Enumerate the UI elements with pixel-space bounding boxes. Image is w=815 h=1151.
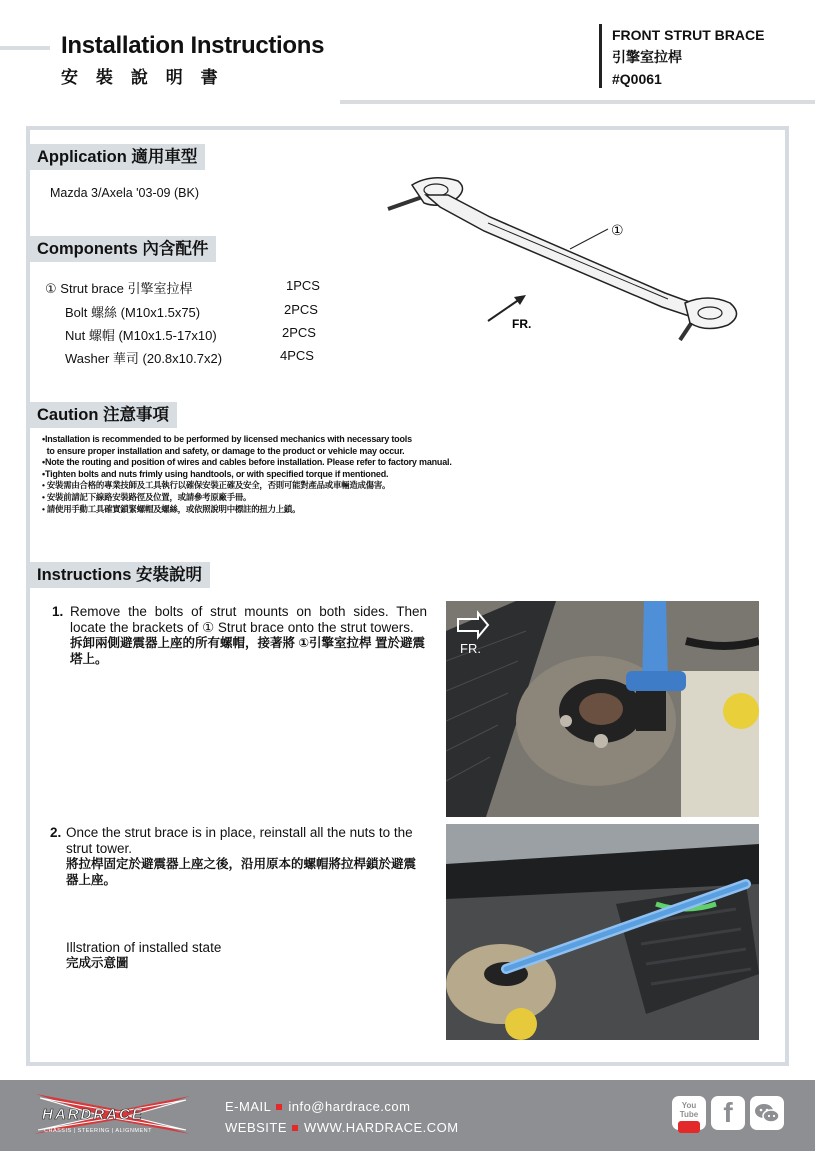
logo-tagline: CHASSIS | STEERING | ALIGNMENT [44, 1128, 153, 1134]
caution-list [42, 434, 452, 515]
illustration-caption-en: Illstration of installed state [66, 940, 222, 955]
email-link[interactable]: info@hardrace.com [288, 1099, 411, 1114]
photo-installed-state [446, 824, 759, 1040]
product-name-zh: 引擎室拉桿 [612, 49, 682, 65]
component-num: ① [45, 281, 57, 296]
caution-line: • 請使用手動工具確實鎖緊螺帽及螺絲，或依照說明中標註的扭力上鎖。 [42, 503, 301, 514]
header-divider [599, 24, 602, 88]
direction-label: FR. [512, 317, 532, 331]
callout-label: ① [611, 223, 624, 239]
youtube-icon-text: You Tube [679, 1101, 699, 1119]
step-text-en: Remove the bolts of strut mounts on both sides. Then locate the brackets of ① Strut brace onto the strut towers. [70, 604, 427, 635]
part-number: #Q0061 [612, 71, 662, 87]
section-heading-instructions: Instructions 安裝說明 [30, 562, 210, 588]
step-number: 1. [52, 604, 64, 619]
strut-bar-icon [426, 195, 698, 317]
section-heading-components: Components 內含配件 [30, 236, 216, 262]
logo-text: HARDRACE [42, 1106, 144, 1123]
section-heading-caution: Caution 注意事項 [30, 402, 177, 428]
footer-contact [225, 1096, 459, 1138]
email-label: E-MAIL [225, 1099, 272, 1114]
caution-line: to ensure proper installation and safety, or damage to the product or vehicle may occur. [42, 445, 405, 456]
component-name: Washer 華司 (20.8x10.7x2) [65, 351, 223, 366]
caution-line: • 安裝需由合格的專業技師及工具執行以確保安裝正確及安全，否則可能對產品或車輛造成傷害。 [42, 480, 391, 491]
caution-line: •Tighten bolts and nuts frimly using handtools, or with specified torque if mentioned. [42, 468, 389, 479]
page-subtitle-zh: 安 裝 說 明 書 [61, 68, 224, 88]
bullet-square [276, 1104, 282, 1110]
facebook-icon[interactable] [711, 1096, 745, 1130]
header-rule-left [0, 46, 50, 50]
hardrace-logo [30, 1088, 195, 1138]
photo-step-1 [446, 601, 759, 817]
instruction-step-2 [50, 825, 425, 888]
step-text-zh: 拆卸兩側避震器上座的所有螺帽，接著將 ①引擎室拉桿 置於避震塔上。 [70, 636, 426, 666]
right-bracket-icon [685, 298, 737, 329]
youtube-icon[interactable] [672, 1096, 706, 1130]
component-name: Nut 螺帽 (M10x1.5-17x10) [65, 328, 217, 343]
component-name: Strut brace 引擎室拉桿 [60, 281, 193, 296]
illustration-caption [66, 940, 221, 971]
component-qty: 1PCS [286, 278, 320, 293]
step-text-zh: 將拉桿固定於避震器上座之後，沿用原本的螺帽將拉桿鎖於避震器上座。 [66, 857, 417, 887]
step-number: 2. [50, 825, 62, 840]
website-link[interactable]: WWW.HARDRACE.COM [304, 1120, 459, 1135]
section-heading-application: Application 適用車型 [30, 144, 205, 170]
illustration-caption-zh: 完成示意圖 [66, 955, 129, 970]
strut-brace-diagram [380, 165, 760, 355]
wechat-icon[interactable] [750, 1096, 784, 1130]
caution-line: • 安裝前請記下線路安裝路徑及位置，或請參考原廠手冊。 [42, 491, 252, 502]
bullet-square [292, 1125, 298, 1131]
caution-line: •Note the routing and position of wires and cables before installation. Please refer to factory manual. [42, 457, 452, 468]
callout-leader [570, 229, 608, 249]
page-title: Installation Instructions [61, 32, 325, 59]
step-text-en: Once the strut brace is in place, reinstall all the nuts to the strut tower. [66, 825, 413, 856]
component-qty: 2PCS [284, 302, 318, 317]
header-rule-right [340, 100, 815, 104]
website-label: WEBSITE [225, 1120, 288, 1135]
component-qty: 4PCS [280, 348, 314, 363]
caution-line: •Installation is recommended to be performed by licensed mechanics with necessary tools [42, 434, 412, 444]
instruction-step-1 [52, 604, 427, 667]
facebook-icon-text: f [723, 1097, 733, 1128]
component-row [45, 278, 192, 297]
component-name: Bolt 螺絲 (M10x1.5x75) [65, 305, 201, 320]
component-qty: 2PCS [282, 325, 316, 340]
product-info [612, 24, 764, 90]
photo-direction-label: FR. [460, 641, 481, 656]
vehicle-application: Mazda 3/Axela '03-09 (BK) [50, 186, 199, 200]
product-name: FRONT STRUT BRACE [612, 27, 765, 43]
